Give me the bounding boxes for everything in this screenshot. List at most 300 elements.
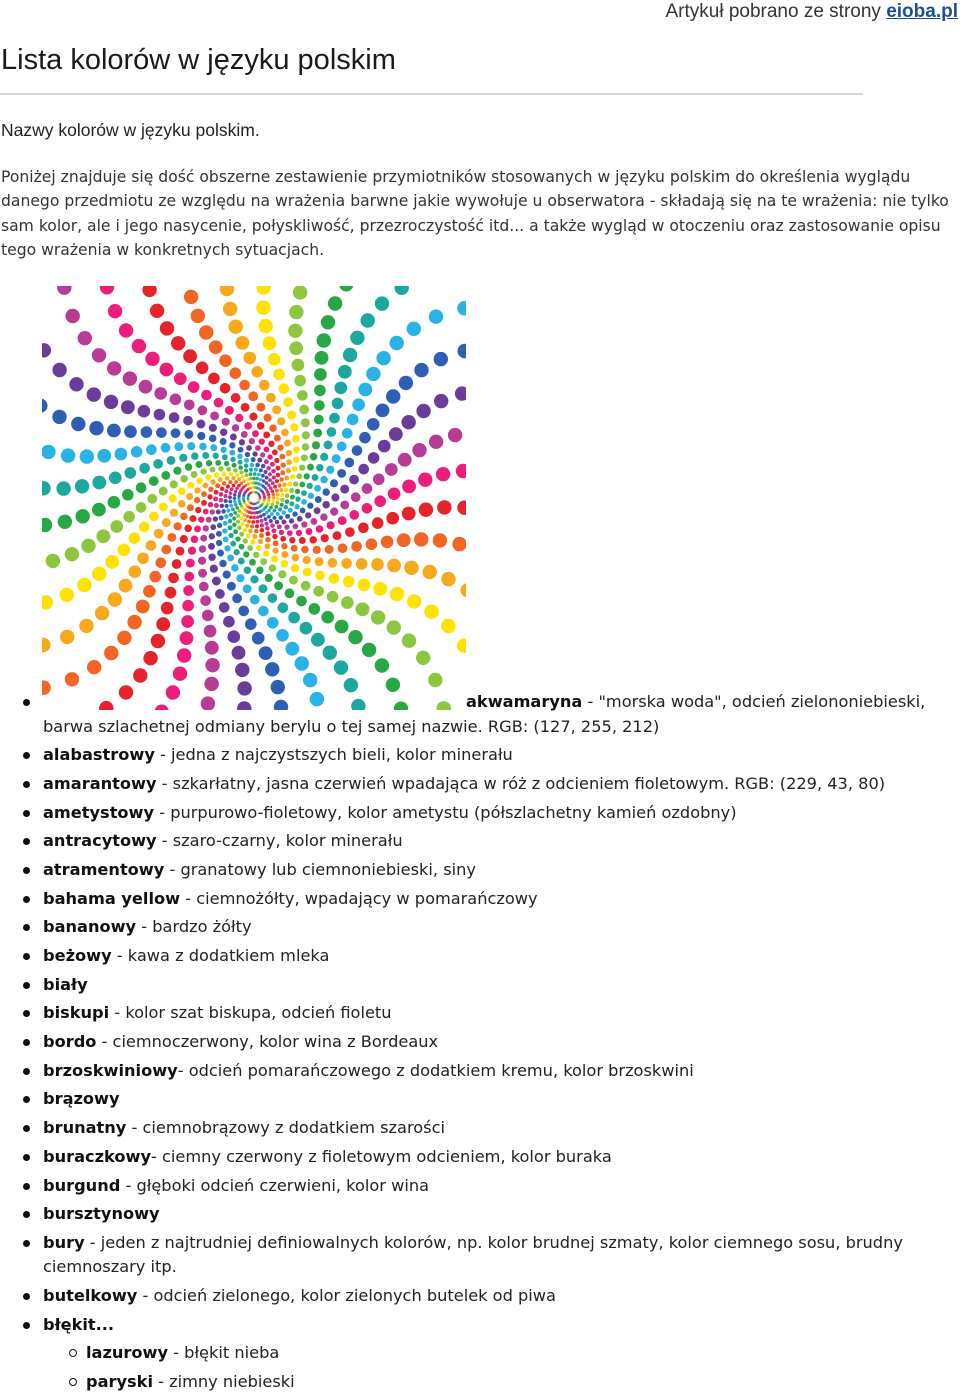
color-dot [200, 535, 207, 542]
color-dot [279, 530, 284, 535]
color-dot [89, 421, 103, 435]
color-dot [291, 545, 298, 552]
color-dot [270, 462, 275, 467]
color-dot [356, 558, 368, 570]
color-dot [388, 487, 401, 500]
color-dot [58, 515, 72, 529]
color-dot [322, 488, 330, 496]
color-dot [320, 453, 328, 461]
color-dot [265, 537, 270, 542]
article-subtitle: Nazwy kolorów w języku polskim. [1, 120, 260, 140]
color-dot [156, 617, 170, 631]
color-dot [223, 536, 229, 542]
color-dot [238, 460, 243, 465]
color-dot [356, 602, 370, 616]
color-dot [342, 428, 353, 439]
color-dot [386, 389, 400, 403]
color-dot [285, 514, 290, 519]
color-dot [287, 530, 293, 536]
color-dot [92, 567, 106, 581]
color-dot [107, 424, 121, 438]
color-dot [223, 302, 237, 316]
color-dot [300, 508, 306, 514]
color-dot [239, 439, 245, 445]
color-dot [196, 420, 205, 429]
color-dot [436, 467, 450, 481]
color-dot [259, 496, 261, 498]
color-term: atramentowy [43, 859, 165, 879]
color-dot [267, 496, 270, 499]
color-dot [293, 446, 300, 453]
color-desc: - błękit nieba [168, 1343, 280, 1363]
color-dot [184, 430, 193, 439]
list-item [43, 1059, 960, 1084]
color-dot [315, 557, 324, 566]
list-item [43, 887, 960, 912]
color-dot [316, 464, 324, 472]
color-dot [280, 498, 284, 502]
color-desc: - ciemnobrązowy z dodatkiem szarości [126, 1118, 445, 1138]
color-dot [251, 511, 254, 514]
color-dot [265, 531, 270, 536]
color-dot [359, 432, 371, 444]
color-dot [115, 448, 128, 461]
color-dot [183, 416, 193, 426]
color-dot [259, 533, 264, 538]
color-desc: - kawa z dodatkiem mleka [111, 946, 330, 965]
color-dot [60, 630, 74, 644]
color-dot [209, 340, 223, 354]
color-dot [223, 571, 231, 579]
color-dot [81, 539, 95, 553]
color-dot [245, 524, 249, 528]
color-dot [303, 673, 317, 687]
color-dot [122, 489, 134, 501]
color-dot [128, 565, 141, 578]
color-dot [250, 524, 254, 528]
color-dot [61, 448, 75, 462]
color-dot [281, 551, 288, 558]
color-dot [232, 593, 242, 603]
color-dot [216, 540, 222, 546]
color-dot [253, 472, 257, 476]
color-dot [296, 530, 302, 536]
source-prefix: Artykuł pobrano ze strony [665, 1, 881, 22]
color-dot [123, 371, 137, 385]
color-dot [245, 618, 257, 630]
color-dot [257, 422, 265, 430]
color-dot [282, 482, 287, 487]
color-dot [253, 552, 259, 558]
color-dot [362, 503, 373, 514]
color-dot [289, 305, 303, 319]
color-dot [295, 656, 309, 670]
color-dot [281, 543, 287, 549]
color-dot [269, 424, 277, 432]
color-dot [210, 524, 216, 530]
color-dot [268, 593, 278, 603]
color-dot [236, 574, 244, 582]
color-dot [205, 658, 219, 672]
color-dot [254, 529, 259, 534]
color-dot [238, 606, 249, 617]
color-dot [242, 479, 245, 482]
color-dot [222, 481, 227, 486]
color-dot [209, 533, 215, 539]
color-dot [330, 508, 338, 516]
color-dot [320, 513, 328, 521]
color-dot [258, 606, 269, 617]
color-dot [285, 494, 290, 499]
color-dot [328, 296, 342, 310]
color-dot [161, 545, 171, 555]
color-dot [191, 536, 199, 544]
color-dot [332, 454, 341, 463]
color-dot [299, 482, 305, 488]
page-title: Lista kolorów w języku polskim [1, 44, 396, 76]
color-dot [184, 290, 198, 304]
color-dot [217, 523, 222, 528]
color-dot [143, 651, 157, 665]
list-item [43, 1202, 960, 1227]
color-dot [247, 520, 251, 524]
color-dot [210, 509, 215, 514]
color-dot [198, 405, 208, 415]
color-term: lazurowy [86, 1343, 169, 1363]
color-dot [177, 648, 191, 662]
color-dot [229, 320, 243, 334]
color-dot [271, 469, 276, 474]
source-link[interactable]: eioba.pl [886, 1, 958, 22]
color-dot [402, 634, 416, 648]
color-dot [119, 579, 133, 593]
color-dot [169, 412, 180, 423]
color-dot [234, 490, 237, 493]
color-dot [139, 380, 153, 394]
color-dot [222, 418, 230, 426]
color-dot [76, 509, 90, 523]
color-dot [233, 529, 238, 534]
color-dot [276, 493, 280, 497]
color-dot [404, 561, 418, 575]
color-dot [237, 477, 241, 481]
color-dot [337, 442, 347, 452]
color-dot [65, 672, 79, 686]
color-dot [252, 516, 255, 519]
color-dot [248, 391, 258, 401]
color-dot [301, 546, 309, 554]
color-dot [256, 520, 260, 524]
color-term: buraczkowy [43, 1146, 151, 1166]
color-dot [309, 603, 321, 615]
color-dot [197, 432, 205, 440]
color-dot [264, 446, 270, 452]
color-dot [280, 536, 286, 542]
color-dot [268, 472, 272, 476]
color-dot [272, 509, 276, 513]
color-dot [286, 459, 292, 465]
color-dot [222, 454, 228, 460]
color-dot [269, 486, 272, 489]
color-dot [285, 642, 299, 656]
color-desc: - odcień pomarańczowego z dodatkiem kremu, kolor brzoskwini [177, 1060, 694, 1080]
color-dot [233, 468, 238, 473]
color-dot [188, 381, 200, 393]
color-dot [256, 545, 262, 551]
color-dot [245, 473, 249, 477]
color-dot [95, 606, 109, 620]
color-dot [271, 493, 274, 496]
color-term: alabastrowy [43, 745, 155, 765]
color-dot [179, 454, 187, 462]
color-desc: - zimny niebieski [153, 1371, 295, 1391]
color-dot [274, 505, 278, 509]
color-dot [284, 440, 291, 447]
color-dot [312, 441, 320, 449]
color-dot [230, 457, 235, 462]
color-dot [302, 431, 310, 439]
color-dot [210, 565, 218, 573]
color-dot [231, 507, 235, 511]
color-dot [171, 336, 185, 350]
color-term: antracytowy [43, 831, 157, 851]
color-desc: - jedna z najczystszych bieli, kolor minerału [154, 745, 513, 765]
color-dot [412, 443, 426, 457]
color-dot [60, 588, 74, 602]
color-dot [289, 341, 303, 355]
color-dot [276, 497, 280, 501]
color-dot [160, 321, 174, 335]
color-dot [375, 296, 389, 310]
color-dot [402, 507, 416, 521]
color-dot [225, 504, 229, 508]
color-dot [286, 450, 292, 456]
list-item [43, 743, 960, 768]
color-dot [309, 536, 317, 544]
color-dot [216, 509, 221, 514]
color-dot [375, 658, 389, 672]
color-dot [191, 309, 205, 323]
color-dot [87, 660, 101, 674]
color-term: paryski [86, 1371, 153, 1391]
color-dot [240, 522, 244, 526]
color-dot [260, 452, 265, 457]
color-list [0, 690, 960, 1399]
color-dot [347, 414, 359, 426]
color-dot [174, 442, 183, 451]
color-dot [343, 576, 355, 588]
color-dot [257, 458, 262, 463]
list-item [43, 858, 960, 883]
color-dot [278, 602, 289, 613]
color-dot [254, 482, 257, 485]
color-dot [266, 466, 271, 471]
color-dot [215, 483, 220, 488]
color-dot [222, 472, 227, 477]
color-dot [373, 582, 387, 596]
color-dot [252, 451, 257, 456]
color-dot [214, 472, 219, 477]
color-dot [334, 382, 347, 395]
color-dot [87, 387, 101, 401]
color-dot [275, 479, 279, 483]
color-dot [149, 512, 159, 522]
color-dot [327, 521, 335, 529]
color-dot [317, 333, 331, 347]
color-dot [235, 336, 249, 350]
color-dot [238, 495, 241, 498]
color-dot [273, 485, 277, 489]
color-dot [264, 414, 272, 422]
color-dot [220, 428, 228, 436]
color-dot [247, 545, 253, 551]
color-dot [169, 494, 177, 502]
color-dot [258, 539, 263, 544]
color-dot [220, 487, 225, 492]
color-dot [271, 503, 274, 506]
color-dot [208, 553, 216, 561]
color-dot [256, 566, 264, 574]
color-dot [191, 452, 199, 460]
color-term: biskupi [43, 1003, 110, 1023]
color-dot [437, 500, 451, 514]
color-dot [265, 476, 269, 480]
color-dot [236, 514, 240, 518]
color-dot [381, 536, 394, 549]
color-dot [349, 510, 359, 520]
color-dot [219, 492, 224, 497]
color-dot [334, 660, 348, 674]
color-dot [249, 413, 257, 421]
list-item [43, 772, 960, 797]
color-dot [107, 361, 121, 375]
list-item [43, 1087, 960, 1112]
color-dot [262, 513, 265, 516]
color-dot [351, 541, 362, 552]
color-dot [358, 383, 372, 397]
color-dot [255, 524, 259, 528]
color-dot [210, 411, 219, 420]
color-term: burgund [43, 1175, 121, 1195]
color-dot [376, 351, 390, 365]
color-dot [374, 495, 386, 507]
color-dot [224, 494, 228, 498]
color-dot [249, 515, 252, 518]
color-dot [184, 525, 192, 533]
color-dot [183, 349, 197, 363]
color-dot [371, 610, 385, 624]
color-dot [229, 491, 233, 495]
color-dot [255, 445, 261, 451]
color-dot [259, 478, 262, 481]
color-dot [267, 617, 279, 629]
color-dot [124, 425, 137, 438]
color-dot [184, 572, 194, 582]
color-dot [146, 540, 157, 551]
color-dot [295, 496, 300, 501]
color-dot [366, 367, 380, 381]
color-dot [361, 313, 375, 327]
color-dot [161, 602, 174, 615]
color-dot [222, 528, 227, 533]
color-dot [419, 503, 433, 517]
color-dot [184, 399, 195, 410]
color-dot [259, 468, 263, 472]
list-item [43, 973, 960, 998]
color-dot [235, 663, 249, 677]
color-dot [288, 324, 302, 338]
sub-list-item [86, 1341, 960, 1366]
list-item [43, 1116, 960, 1141]
color-dot [256, 403, 265, 412]
color-dot [260, 523, 264, 527]
color-dot [228, 525, 233, 530]
title-divider [0, 93, 863, 95]
color-dot [271, 528, 276, 533]
color-dot [139, 522, 150, 533]
color-dot [205, 474, 211, 480]
color-dot [234, 480, 238, 484]
color-dot [310, 453, 318, 461]
color-dot [229, 442, 235, 448]
color-dot [232, 463, 237, 468]
color-dot [273, 369, 285, 381]
color-dot [289, 501, 294, 506]
color-dot [266, 393, 276, 403]
color-dot [127, 615, 141, 629]
color-dot [323, 646, 337, 660]
color-dot [294, 375, 306, 387]
color-dot [136, 600, 150, 614]
color-dot [79, 619, 93, 633]
color-dot [282, 510, 287, 515]
color-dot [151, 634, 165, 648]
color-dot [181, 615, 194, 628]
color-dot [235, 487, 238, 490]
color-dot [224, 489, 228, 493]
color-dot [246, 445, 252, 451]
color-dot [240, 481, 243, 484]
color-dot [250, 463, 255, 468]
color-term: błękit... [43, 1314, 115, 1334]
color-dot [275, 520, 280, 525]
color-dot [198, 516, 204, 522]
color-dot [201, 390, 212, 401]
color-dot [281, 429, 289, 437]
color-dot [224, 461, 229, 466]
sub-color-list [43, 1341, 960, 1394]
color-dot [292, 466, 298, 472]
color-dot [399, 376, 413, 390]
color-dot [292, 359, 305, 372]
color-dot [272, 475, 276, 479]
color-desc: - ciemnożółty, wpadający w pomarańczowy [180, 888, 538, 908]
color-dot [255, 477, 258, 480]
color-dot [218, 466, 223, 471]
color-term: biały [43, 974, 88, 994]
color-dot [226, 484, 230, 488]
color-dot [278, 483, 282, 487]
color-dot [108, 496, 121, 509]
color-dot [237, 526, 242, 531]
color-dot [161, 471, 170, 480]
color-dot [202, 452, 209, 459]
color-term: brązowy [43, 1089, 120, 1109]
color-dot [358, 522, 369, 533]
color-dot [220, 383, 231, 394]
color-dot [291, 564, 299, 572]
color-dot [250, 575, 258, 583]
